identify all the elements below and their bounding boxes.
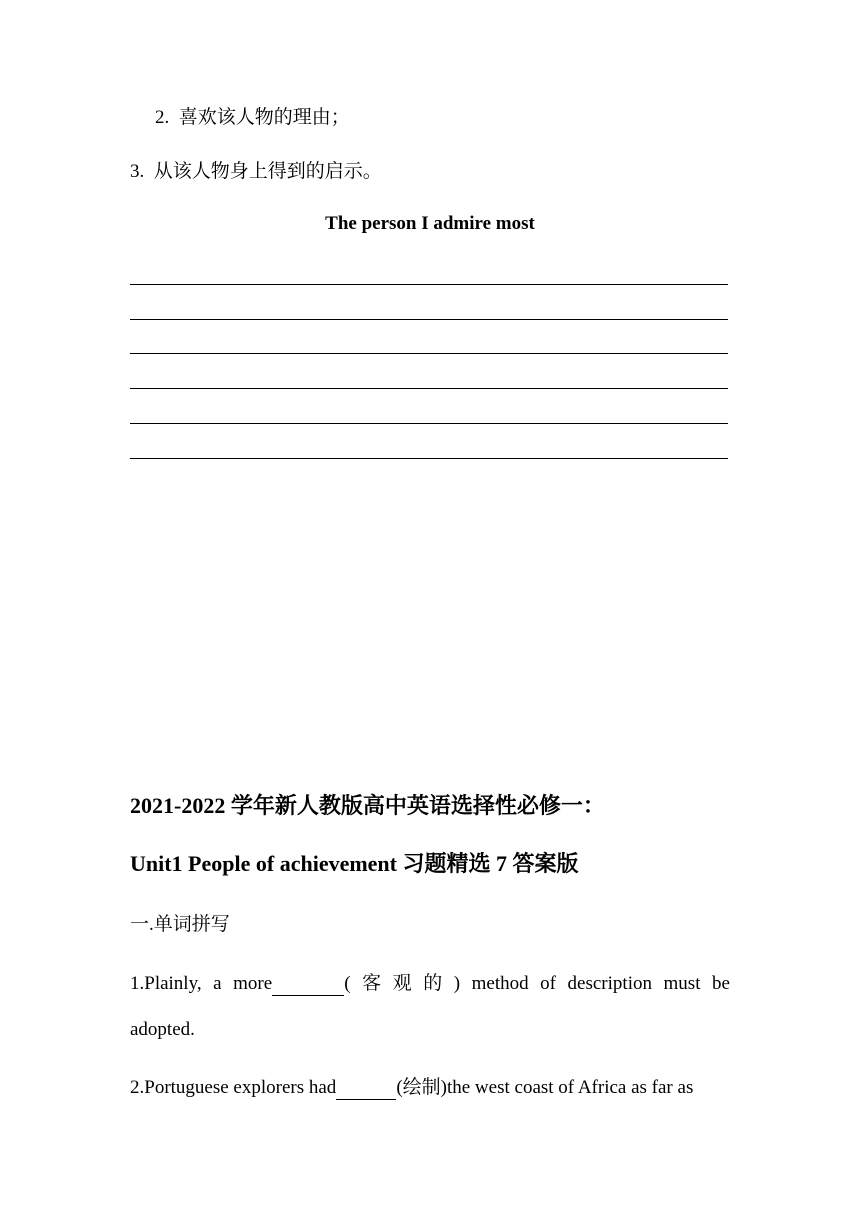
q1-word: be	[712, 973, 730, 994]
q1-word: of	[540, 973, 556, 994]
q2-hint: (绘制)	[396, 1077, 447, 1098]
q1-word: a	[213, 973, 222, 994]
question-2	[130, 1076, 730, 1100]
list-item-text: 从该人物身上得到的启示。	[153, 161, 382, 182]
q1-hint-open: (	[344, 973, 351, 994]
q1-word: method	[471, 973, 529, 994]
list-item-text: 喜欢该人物的理由；	[178, 107, 350, 128]
q2-text-after: the west coast of Africa as far as	[446, 1077, 694, 1098]
writing-line[interactable]	[130, 319, 728, 320]
q2-text-before: 2.Portuguese explorers had	[130, 1077, 337, 1098]
q1-hint-char: 客	[362, 973, 382, 994]
list-item-3	[130, 160, 382, 184]
q1-word-with-blank	[233, 972, 350, 996]
document-heading-line-2: Unit1 People of achievement 习题精选 7 答案版	[130, 851, 579, 876]
list-item-number: 3.	[130, 161, 145, 182]
q1-hint-close: )	[453, 973, 461, 994]
q1-word: 1.Plainly,	[130, 973, 202, 994]
essay-title: The person I admire most	[325, 213, 535, 234]
writing-line[interactable]	[130, 284, 728, 285]
document-heading-line-1: 2021-2022 学年新人教版高中英语选择性必修一：	[130, 793, 605, 818]
writing-line[interactable]	[130, 423, 728, 424]
q1-hint-char: 观	[392, 973, 412, 994]
question-1-line-2: adopted.	[130, 1019, 195, 1040]
writing-line[interactable]	[130, 353, 728, 354]
list-item-number: 2.	[155, 107, 170, 128]
answer-blank-2[interactable]	[336, 1079, 396, 1100]
q1-word: must	[663, 973, 701, 994]
answer-blank-1[interactable]	[272, 975, 344, 996]
writing-line[interactable]	[130, 458, 728, 459]
section-title: 一.单词拼写	[130, 914, 230, 935]
list-item-2	[155, 106, 350, 130]
writing-line[interactable]	[130, 388, 728, 389]
question-1-line-1	[130, 972, 730, 996]
q1-word: description	[567, 973, 652, 994]
q1-word: more	[233, 973, 273, 994]
q1-hint-char: 的	[423, 973, 443, 994]
question-1	[130, 972, 730, 1042]
